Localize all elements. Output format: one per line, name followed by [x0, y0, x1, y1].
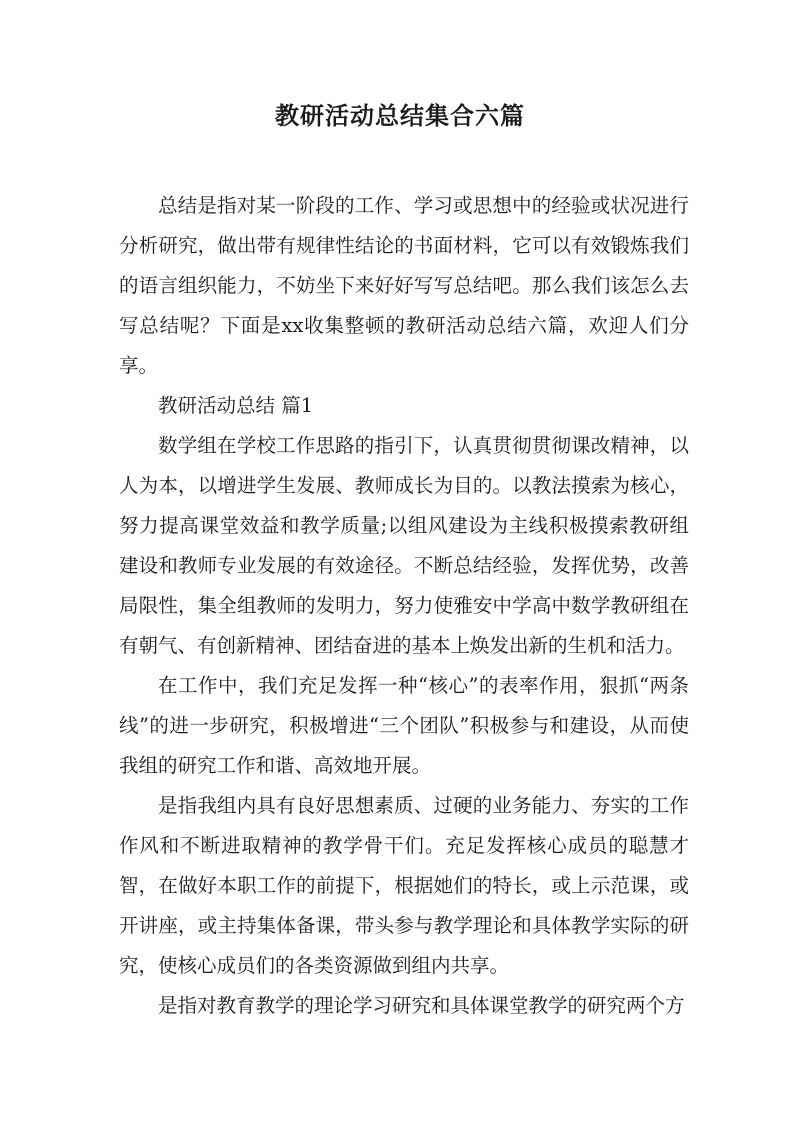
- body-paragraph: 在工作中，我们充足发挥一种“核心”的表率作用，狠抓“两条线”的进一步研究，积极增进“三个团队”积极参与和建设，从而使我组的研究工作和谐、高效地开展。: [119, 674, 689, 777]
- body-paragraph: 数学组在学校工作思路的指引下，认真贯彻贯彻课改精神，以人为本，以增进学生发展、教师成长为目的。以教法摸索为核心，努力提高课堂效益和教学质量;以组风建设为主线积极摸索教研组建设和教师专业发展的有效途径。不断总结经验，发挥优势，改善局限性，集全组教师的发明力，努力使雅安中学高中数学教研组在有朝气、有创新精神、团结奋进的基本上焕发出新的生机和活力。: [119, 434, 689, 657]
- document-body: [119, 186, 689, 1026]
- section-heading: 教研活动总结 篇1: [158, 394, 314, 417]
- body-paragraph: 是指对教育教学的理论学习研究和具体课堂教学的研究两个方: [158, 994, 685, 1017]
- document-title: 教研活动总结集合六篇: [275, 101, 525, 130]
- intro-paragraph: 总结是指对某一阶段的工作、学习或思想中的经验或状况进行分析研究，做出带有规律性结论的书面材料，它可以有效锻炼我们的语言组织能力，不妨坐下来好好写写总结吧。那么我们该怎么去写总结呢？下面是xx收集整顿的教研活动总结六篇，欢迎人们分享。: [119, 194, 689, 377]
- body-paragraph: 是指我组内具有良好思想素质、过硬的业务能力、夯实的工作作风和不断进取精神的教学骨干们。充足发挥核心成员的聪慧才智，在做好本职工作的前提下，根据她们的特长，或上示范课，或开讲座，或主持集体备课，带头参与教学理论和具体教学实际的研究，使核心成员们的各类资源做到组内共享。: [119, 794, 689, 977]
